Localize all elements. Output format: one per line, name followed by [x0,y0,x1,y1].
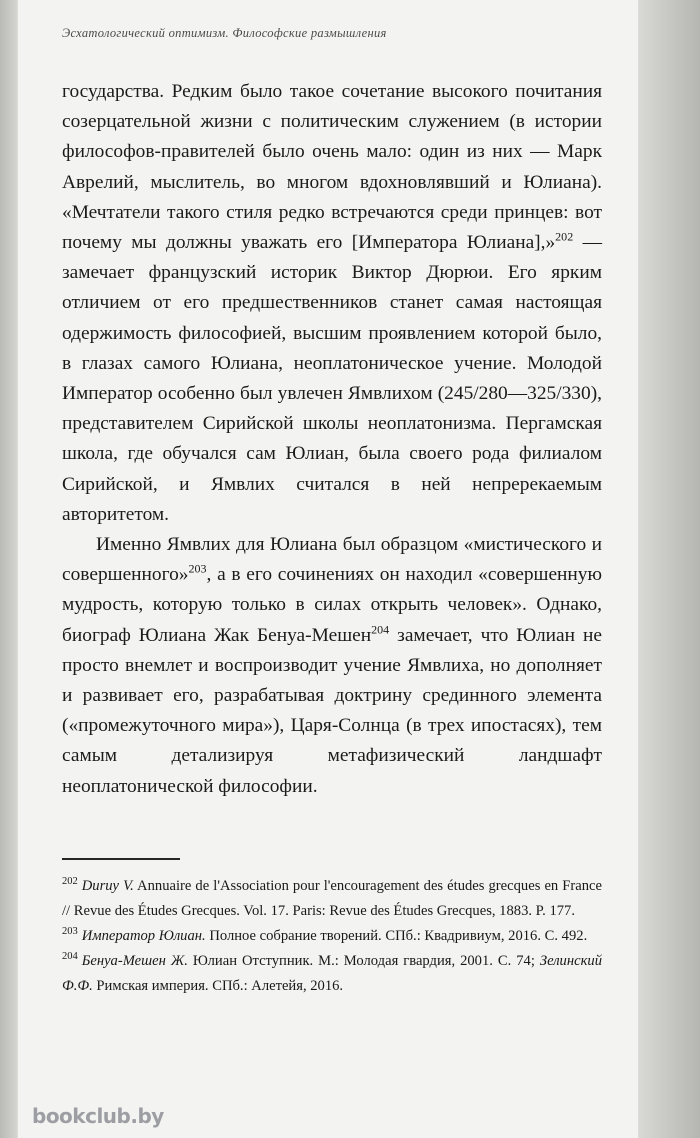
footnote-item: $^{204}$ Бенуа-Мешен Ж. Юлиан Отступник. М.: Молодая гвардия, 2001. С. 74; Зелинский Ф.Ф. Римская империя. СПб.: Алетейя, 2016. [62,951,602,994]
running-head: Эсхатологический оптимизм. Философские размышления [62,26,387,40]
watermark-logo: bookclub.by [32,1104,164,1128]
page-content-area [62,0,602,1138]
footnote-item: $^{202}$ Duruy V. Annuaire de l'Association pour l'encouragement des études grecques en France // Revue des Études Grecques. Vol. 17. Paris: Revue des Études Grecques, 1883. P. 177. [62,876,602,919]
book-page-edge-left [0,0,18,1138]
footnote-list [62,874,602,999]
body-paragraph-2: Именно Ямвлих для Юлиана был образцом «мистического и совершенного»$^{203}$, а в его сочинениях он находил «совершенную мудрость, которую только в силах открыть человек». Однако, биограф Юлиана Жак Бенуа-Мешен$^{204}$ замечает, что Юлиан не просто внемлет и воспроизводит учение Ямвлиха, но дополняет и развивает его, разрабатывая доктрину срединного элемента («промежуточного мира»), Царя-Солнца (в трех ипостасях), тем самым детализируя метафизический ландшафт неоплатонической философии. [62,534,602,797]
body-paragraph-1: государства. Редким было такое сочетание высокого почитания созерцательной жизни с политическим служением (в истории философов-правителей было очень мало: один из них — Марк Аврелий, мыслитель, во многом вдохновлявший и Юлиана). «Мечтатели такого стиля редко встречаются среди принцев: вот почему мы должны уважать его [Императора Юлиана],»$^{202}$ — замечает французский историк Виктор Дюрюи. Его ярким отличием от его предшественников станет самая настоящая одержимость философией, высшим проявлением которой было, в глазах самого Юлиана, неоплатоническое учение. Молодой Император особенно был увлечен Ямвлихом (245/280—325/330), представителем Сирийской школы неоплатонизма. Пергамская школа, где обучался сам Юлиан, была своего рода филиалом Сирийской, и Ямвлих считался в ней непререкаемым авторитетом. [62,81,602,525]
footnote-separator-rule [62,858,180,860]
book-page [18,0,638,1138]
book-page-edge-right [638,0,700,1138]
footnote-item: $^{203}$ Император Юлиан. Полное собрание творений. СПб.: Квадривиум, 2016. С. 492. [62,926,588,944]
body-text [62,77,602,802]
